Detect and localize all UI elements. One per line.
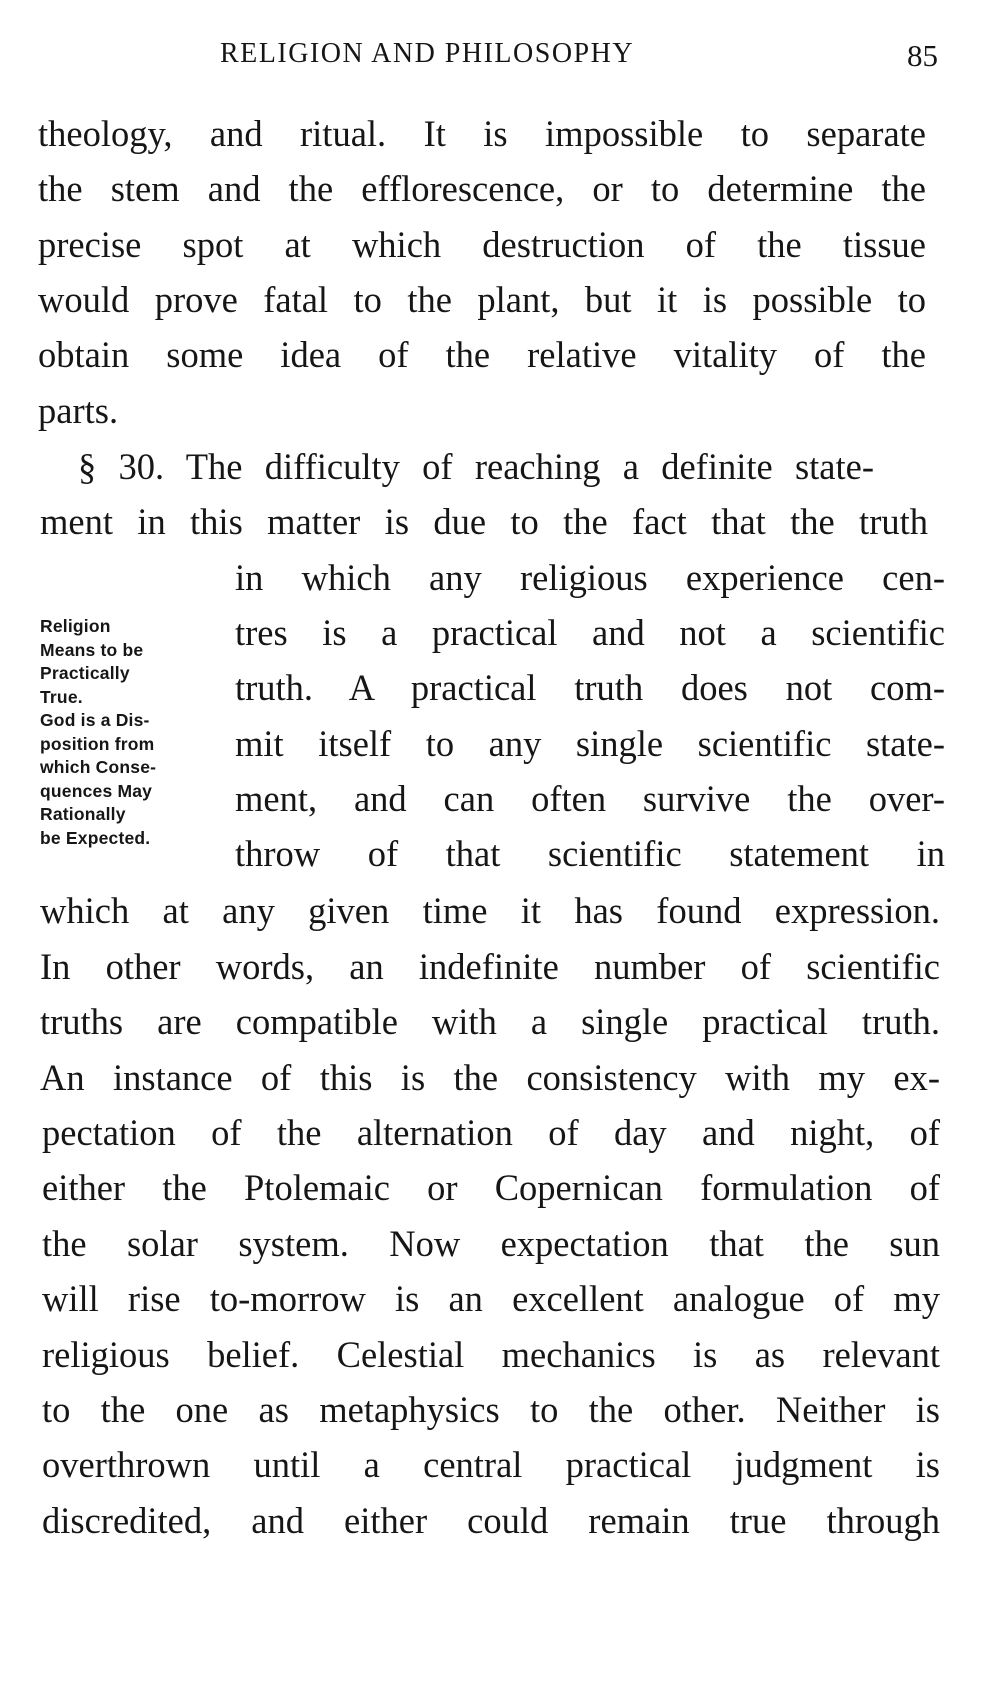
marginal-note-line: position from: [40, 733, 155, 754]
text-line: the solar system. Now expectation that the sun: [42, 1223, 940, 1264]
text-line: truths are compatible with a single practical truth.: [40, 1001, 940, 1042]
text-line: § 30. The difficulty of reaching a definite state-: [78, 446, 874, 487]
text-line: theology, and ritual. It is impossible to separate: [38, 113, 926, 154]
running-title: RELIGION AND PHILOSOPHY: [220, 38, 635, 69]
text-line: to the one as metaphysics to the other. Neither is: [42, 1389, 940, 1430]
marginal-note: [40, 615, 225, 850]
marginal-note-line: quences May: [40, 780, 153, 801]
marginal-note-line: Rationally: [40, 804, 126, 824]
text-line: An instance of this is the consistency with my ex-: [40, 1057, 940, 1098]
text-line: in which any religious experience cen-: [235, 557, 945, 598]
page-number: 85: [907, 38, 938, 73]
marginal-note-line: Religion: [40, 616, 111, 636]
marginal-note-line: which Conse-: [40, 757, 157, 777]
text-line: truth. A practical truth does not com-: [235, 667, 945, 708]
marginal-note-line: Practically: [40, 663, 130, 683]
text-line: parts.: [38, 390, 119, 431]
text-line: discredited, and either could remain true through: [42, 1500, 940, 1541]
text-line: will rise to-morrow is an excellent analogue of my: [42, 1278, 940, 1319]
text-line: which at any given time it has found expression.: [40, 890, 940, 931]
text-line: mit itself to any single scientific state-: [235, 723, 945, 764]
text-line: ment, and can often survive the over-: [235, 778, 945, 819]
text-line: overthrown until a central practical judgment is: [42, 1444, 940, 1485]
text-line: the stem and the efflorescence, or to determine the: [38, 168, 926, 209]
text-line: either the Ptolemaic or Copernican formulation of: [42, 1167, 940, 1208]
text-line: throw of that scientific statement in: [235, 833, 945, 874]
text-line: religious belief. Celestial mechanics is as relevant: [42, 1334, 940, 1375]
text-line: precise spot at which destruction of the tissue: [38, 224, 926, 265]
marginal-note-line: be Expected.: [40, 827, 151, 848]
running-head: [40, 32, 940, 82]
text-line: tres is a practical and not a scientific: [235, 612, 945, 653]
text-line: obtain some idea of the relative vitality of the: [38, 334, 926, 375]
marginal-note-line: God is a Dis-: [40, 710, 150, 730]
marginal-note-line: True.: [40, 686, 83, 707]
text-line: pectation of the alternation of day and night, of: [42, 1112, 940, 1153]
text-line: In other words, an indefinite number of scientific: [40, 946, 940, 987]
text-line: ment in this matter is due to the fact that the truth: [40, 501, 928, 542]
marginal-note-line: Means to be: [40, 639, 144, 660]
text-line: would prove fatal to the plant, but it is possible to: [38, 279, 926, 320]
